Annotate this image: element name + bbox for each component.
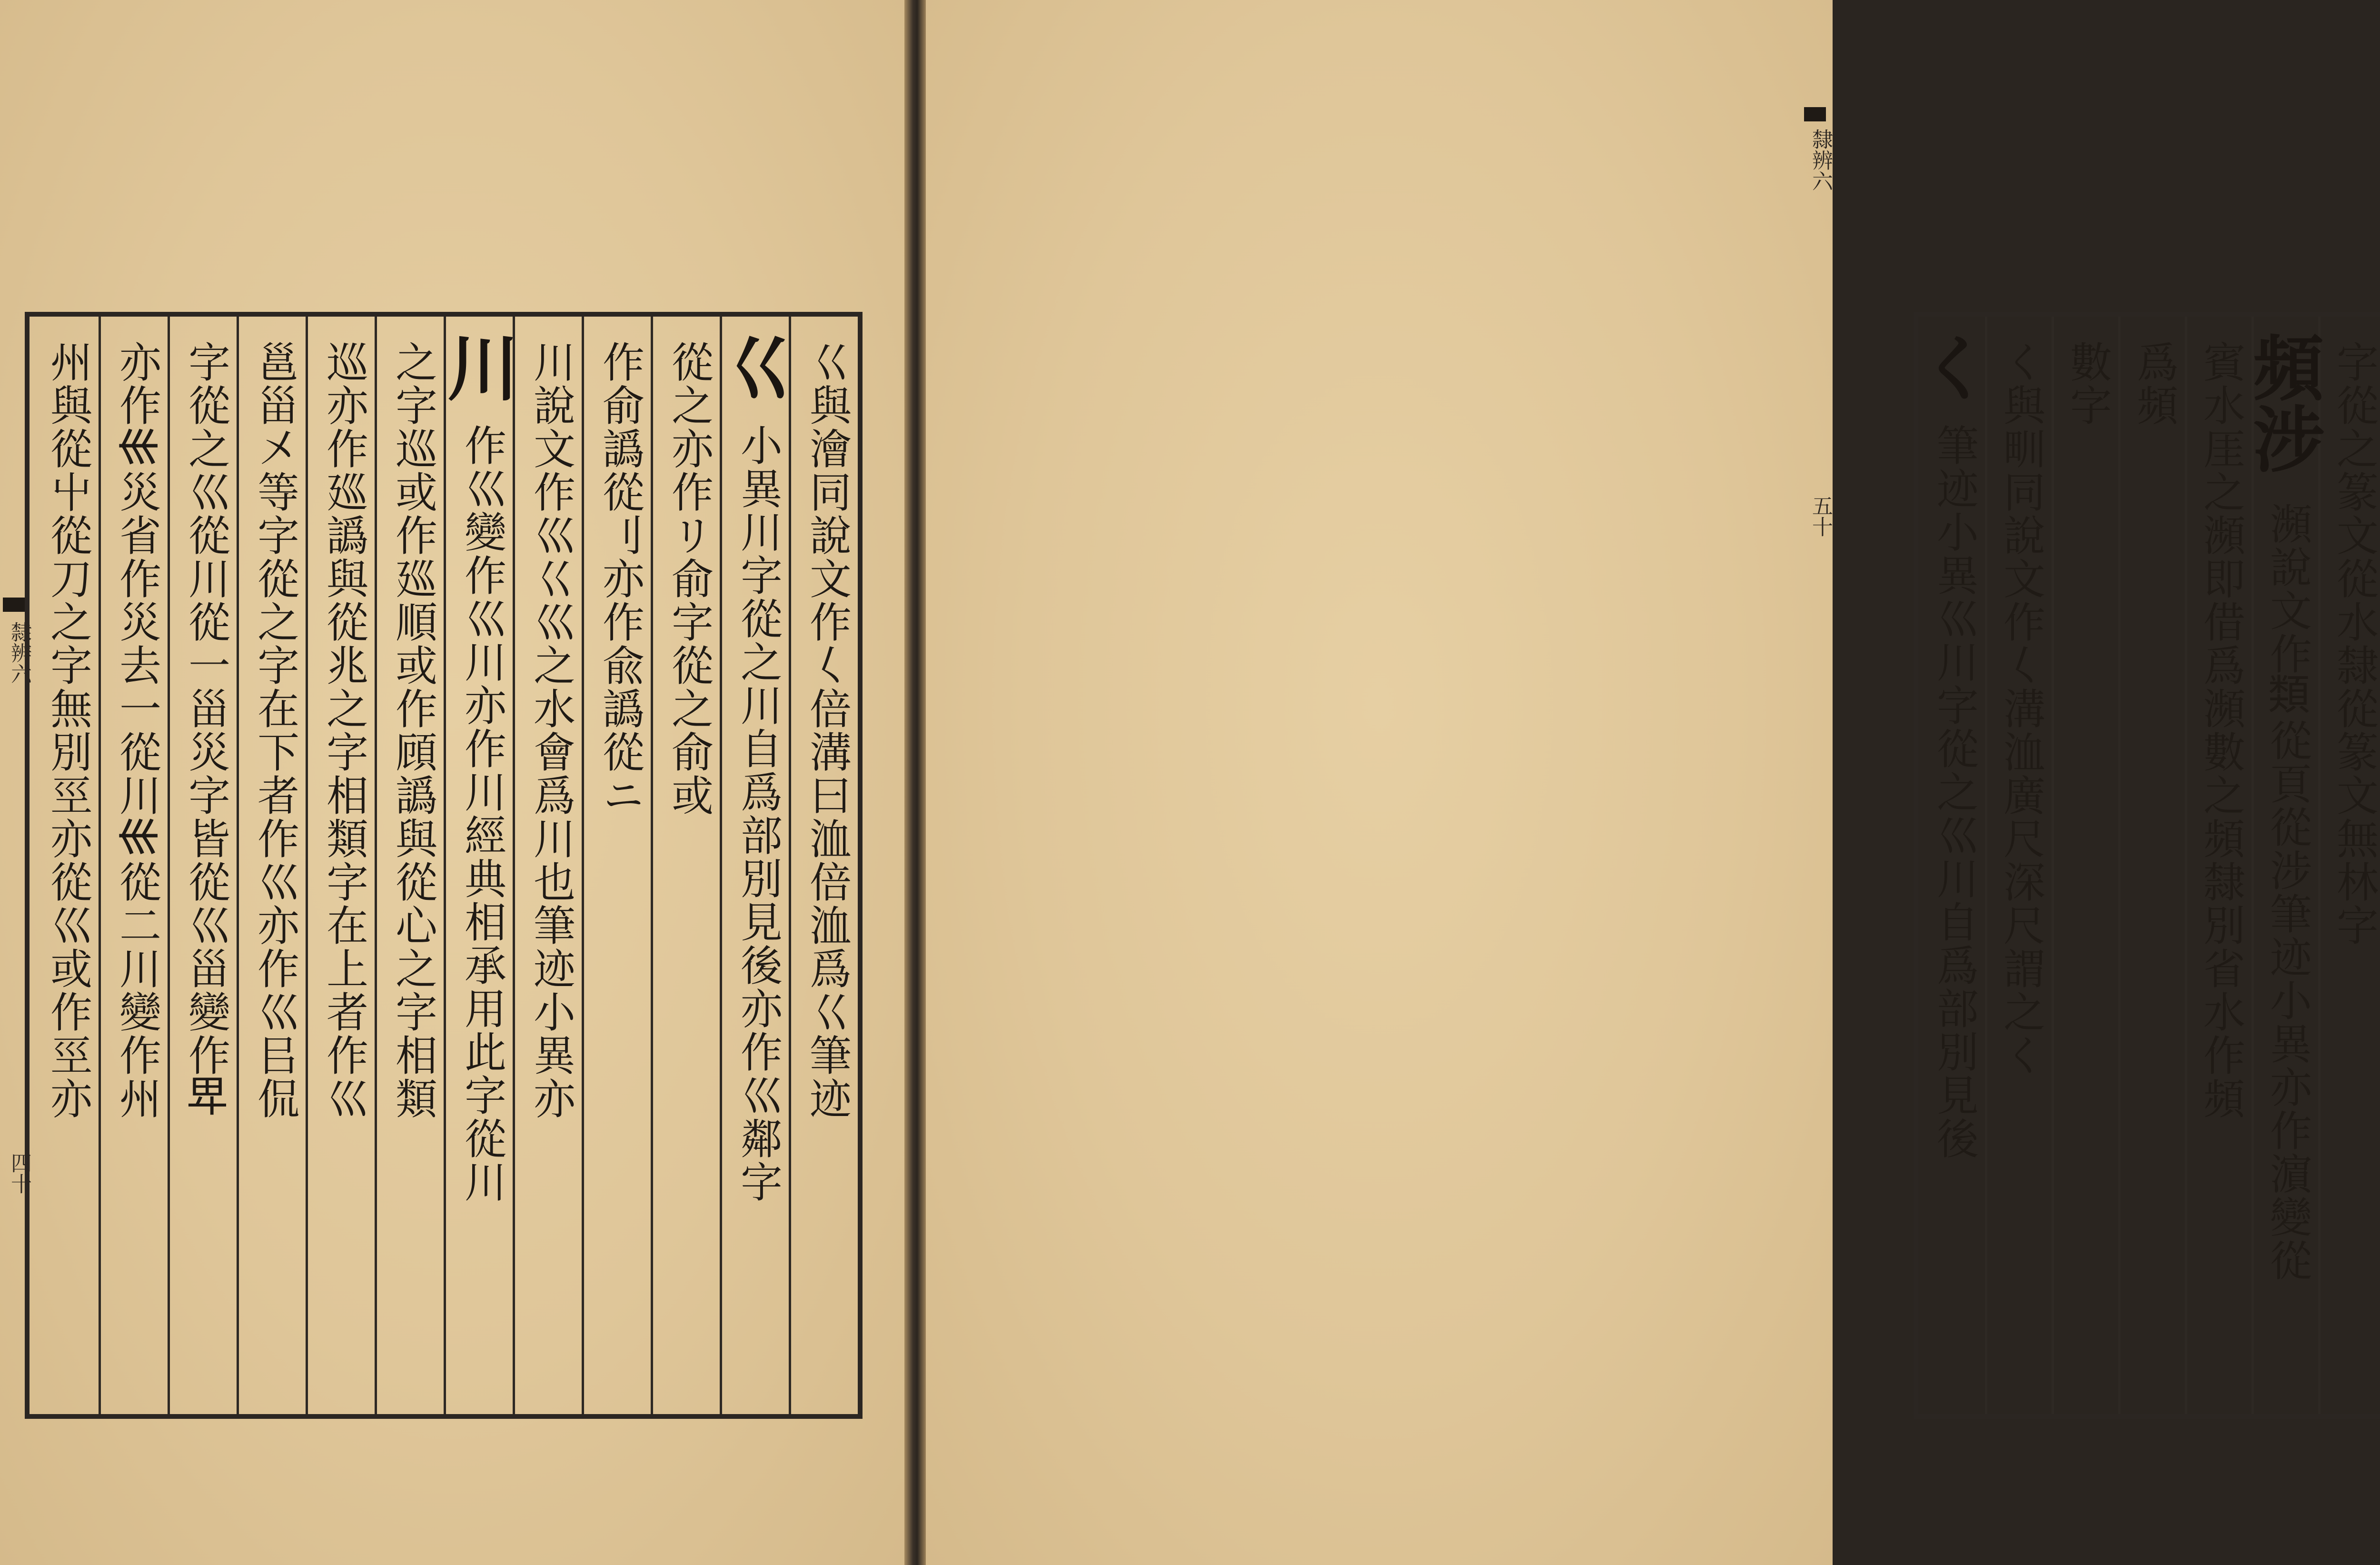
left-text-frame: [25, 312, 863, 1419]
right-margin-folio: 五十: [1808, 495, 1833, 537]
column-text: 字從之巛從川從一甾災字皆從巛甾變作𤰞: [182, 340, 231, 1120]
column-text: 作俞譌從刂亦作兪譌從ニ: [596, 340, 645, 817]
column-text: 筆迹小異巛川字從之巛川自爲部別見後: [1930, 424, 1979, 1160]
column-text: 從之亦作リ俞字從之俞或: [665, 340, 714, 817]
text-column: [2185, 317, 2251, 1414]
text-column: [2118, 317, 2185, 1414]
right-page: [926, 0, 2379, 1565]
column-text: 川說文作巛巜巛之水會爲川也筆迹小異亦: [527, 340, 576, 1120]
column-text: 州與從屮從刀之字無別巠亦從巛或作巠亦: [44, 340, 93, 1120]
entry-head-character: 頻涉: [2241, 331, 2324, 474]
column-text: 巜與澮同說文作𡿨倍溝曰洫倍洫爲巜筆迹: [803, 340, 852, 1120]
column-text: 作巛變作巛川亦作川經典相承用此字從川: [458, 424, 507, 1204]
column-text: 瀕說文作𩔖從頁從涉筆迹小異亦作濵變從: [2263, 502, 2312, 1282]
column-text: 爲頻: [2130, 340, 2179, 427]
column-text: 賓水厓之瀕即借爲瀕數之頻隸別省水作頻: [2197, 340, 2246, 1120]
left-fold-marker: [3, 598, 25, 612]
text-column: [2318, 317, 2380, 1414]
left-page: [0, 0, 904, 1565]
text-column: [711, 317, 795, 1414]
right-margin-title: 隸辨六: [1808, 129, 1833, 191]
text-column: [2241, 317, 2324, 1414]
text-column: [306, 317, 375, 1414]
right-fold-marker: [1804, 107, 1826, 121]
text-column: [2052, 317, 2118, 1414]
text-column: [99, 317, 168, 1414]
column-text: 邕甾㐅等字從之字在下者作巛亦作巛㠯侃: [251, 340, 300, 1120]
entry-head-character: 川: [435, 331, 519, 402]
text-column: [435, 317, 519, 1414]
text-column: [651, 317, 720, 1414]
text-column: [375, 317, 444, 1414]
text-column: [168, 317, 237, 1414]
column-text: 亦作𡿧災省作災去一從川𡿧從二川變作州: [113, 340, 162, 1120]
left-margin-title: 隸辨六: [7, 621, 31, 684]
column-text: 巡亦作廵譌與從兆之字相類字在上者作巛: [320, 340, 369, 1120]
column-text: 之字巡或作廵順或作頋譌與從心之字相類: [389, 340, 438, 1120]
column-text: 小異川字從之川自爲部別見後亦作巛鄰字: [734, 424, 783, 1204]
entry-head-character: く: [1907, 331, 1991, 402]
right-text-frame: [1907, 312, 2380, 1419]
text-column: [1907, 317, 1991, 1414]
column-text: 字從之篆文從水隸從篆文無林字: [2330, 340, 2379, 947]
text-column: [1985, 317, 2052, 1414]
entry-head-character: 巜: [711, 331, 795, 402]
text-column: [237, 317, 306, 1414]
text-column: [30, 317, 99, 1414]
column-text: く與甽同說文作𡿨溝洫廣尺深尺謂之く: [1997, 340, 2046, 1077]
text-column: [513, 317, 582, 1414]
text-column: [582, 317, 651, 1414]
text-column: [789, 317, 858, 1414]
column-text: 數字: [2063, 340, 2112, 427]
book-gutter: [904, 0, 926, 1565]
left-margin-folio: 四十: [7, 1152, 31, 1194]
